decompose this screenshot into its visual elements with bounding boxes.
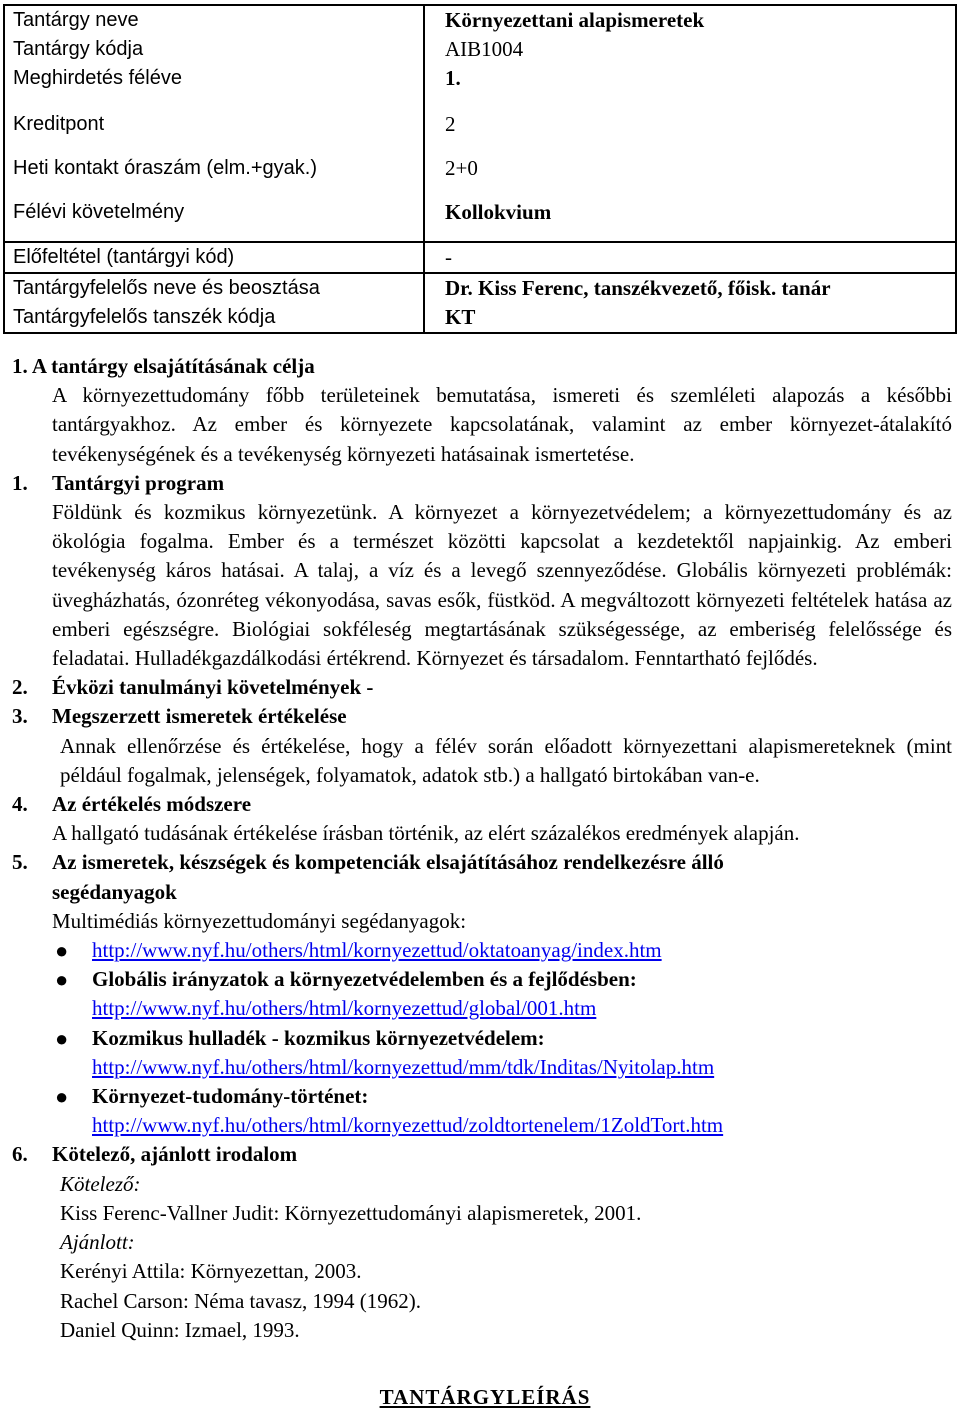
recommended-item: Rachel Carson: Néma tavasz, 1994 (1962).: [60, 1288, 421, 1313]
info-row-responsible: [4, 273, 956, 303]
section-title: Az értékelés módszere: [52, 792, 252, 817]
section-title: Évközi tanulmányi követelmények -: [52, 675, 374, 700]
info-row-department: [4, 303, 956, 333]
resource-link[interactable]: http://www.nyf.hu/others/html/kornyezettud/global/001.htm: [92, 996, 597, 1021]
info-value: -: [424, 242, 956, 273]
section-heading-literature: [12, 1140, 952, 1169]
resource-label: Kozmikus hulladék - kozmikus környezetvédelem:: [92, 1025, 545, 1050]
info-row-course-code: [4, 35, 956, 64]
info-key: Tantárgyfelelős neve és beosztása: [4, 273, 424, 303]
list-item: [55, 965, 952, 1023]
info-key: Tantárgy neve: [4, 5, 424, 35]
course-description: [12, 352, 952, 1345]
info-value: Kollokvium: [445, 200, 552, 224]
required-item: Kiss Ferenc-Vallner Judit: Környezettudományi alapismeretek, 2001.: [60, 1200, 642, 1225]
section-title: Megszerzett ismeretek értékelése: [52, 704, 347, 729]
resource-link[interactable]: http://www.nyf.hu/others/html/kornyezettud/oktatoanyag/index.htm: [92, 938, 662, 963]
required-label: Kötelező:: [60, 1171, 141, 1196]
info-row-credits: [4, 110, 956, 154]
materials-list: [12, 936, 952, 1140]
section-title-continued: segédanyagok: [52, 879, 177, 904]
recommended-label: Ajánlott:: [60, 1230, 135, 1255]
resource-label: Környezet-tudomány-történet:: [92, 1084, 369, 1109]
info-row-course-name: [4, 5, 956, 35]
info-key: Meghirdetés féléve: [4, 64, 424, 110]
bullet-icon: ●: [55, 938, 69, 964]
section-heading-assessment: [12, 702, 952, 731]
info-value: KT: [445, 305, 476, 329]
list-item: [55, 1082, 952, 1140]
materials-intro: Multimédiás környezettudományi segédanyagok:: [52, 908, 467, 933]
info-value: AIB1004: [445, 37, 524, 61]
section-title: Az ismeretek, készségek és kompetenciák elsajátításához rendelkezésre álló: [52, 850, 724, 875]
section-number: 3.: [12, 704, 28, 729]
resource-label: Globális irányzatok a környezetvédelemben és a fejlődésben:: [92, 967, 637, 992]
resource-link[interactable]: http://www.nyf.hu/others/html/kornyezettud/mm/tdk/Inditas/Nyitolap.htm: [92, 1054, 715, 1079]
info-row-semester: [4, 64, 956, 110]
section-heading-materials: [12, 848, 952, 877]
bullet-icon: ●: [55, 1025, 69, 1051]
info-key: Tantárgyfelelős tanszék kódja: [4, 303, 424, 333]
info-key: Előfeltétel (tantárgyi kód): [4, 242, 424, 273]
method-text: A hallgató tudásának értékelése írásban történik, az elért százalékos eredmények alapján.: [52, 821, 800, 846]
list-item: [55, 1024, 952, 1082]
info-value: 2: [445, 112, 456, 136]
resource-link[interactable]: http://www.nyf.hu/others/html/kornyezettud/zoldtortenelem/1ZoldTort.htm: [92, 1113, 724, 1138]
list-item: [55, 936, 952, 965]
assessment-text: Annak ellenőrzése és értékelése, hogy a félév során előadott környezettani alapismereteknek (mint például fogalmak, jelenségek, folyamatok, adatok stb.) a hallgató birtokában van-e.: [60, 733, 952, 787]
section-title: Kötelező, ajánlott irodalom: [52, 1142, 298, 1167]
info-key: Tantárgy kódja: [4, 35, 424, 64]
program-text: Földünk és kozmikus környezetünk. A környezet a környezetvédelem; a környezettudomány és az ökológia fogalma. Ember és a természet közötti kapcsolat a kezdetektől napjainkig. Az emberi tevékenység káros hatásai. A talaj, a víz és a levegő szennyeződése. Globális környezeti problémák: üvegházhatás, ózonréteg vékonyodása, savas esők, füstköd. A megváltozott környezeti feltételek hatása az emberi egészségre. Biológiai sokféleség megtartásának szükségessége, az emberiség felelőssége és feladatai. Hulladékgazdálkodási értékrend. Környezet és társadalom. Fenntartható fejlődés.: [52, 500, 952, 671]
section-title: A tantárgy elsajátításának célja: [31, 354, 315, 378]
section-title: Tantárgyi program: [52, 470, 225, 495]
section-heading-goal: [12, 352, 952, 381]
bullet-icon: ●: [55, 967, 69, 993]
info-value: Dr. Kiss Ferenc, tanszékvezető, főisk. tanár: [424, 273, 956, 303]
info-row-hours: [4, 154, 956, 198]
info-value: Környezettani alapismeretek: [445, 8, 705, 32]
section-heading-midterm: [12, 673, 952, 702]
section-number: 6.: [12, 1142, 28, 1167]
info-row-requirement: [4, 198, 956, 242]
section-number: 1.: [12, 354, 28, 378]
info-key: Félévi követelmény: [4, 198, 424, 242]
info-row-prerequisite: [4, 242, 956, 273]
bullet-icon: ●: [55, 1084, 69, 1110]
section-heading-program: [12, 469, 952, 498]
recommended-item: Daniel Quinn: Izmael, 1993.: [60, 1317, 300, 1342]
section-heading-method: [12, 790, 952, 819]
section-number: 2.: [12, 675, 28, 700]
info-value: 2+0: [445, 156, 478, 180]
document-footer-title: TANTÁRGYLEÍRÁS: [379, 1385, 591, 1409]
goal-text: A környezettudomány főbb területeinek bemutatása, ismereti és szemléleti alapozás a későbbi tantárgyakhoz. Az ember és környezete kapcsolatának, valamint az ember környezet-átalakító tevékenységének és a tevékenység környezeti hatásainak ismertetése.: [52, 383, 952, 466]
section-number: 4.: [12, 792, 28, 817]
course-info-table: [3, 4, 957, 334]
section-number: 1.: [12, 470, 28, 495]
info-key: Heti kontakt óraszám (elm.+gyak.): [4, 154, 424, 198]
section-number: 5.: [12, 850, 28, 875]
info-key: Kreditpont: [4, 110, 424, 154]
recommended-item: Kerényi Attila: Környezettan, 2003.: [60, 1259, 362, 1284]
info-value: 1.: [445, 66, 461, 90]
